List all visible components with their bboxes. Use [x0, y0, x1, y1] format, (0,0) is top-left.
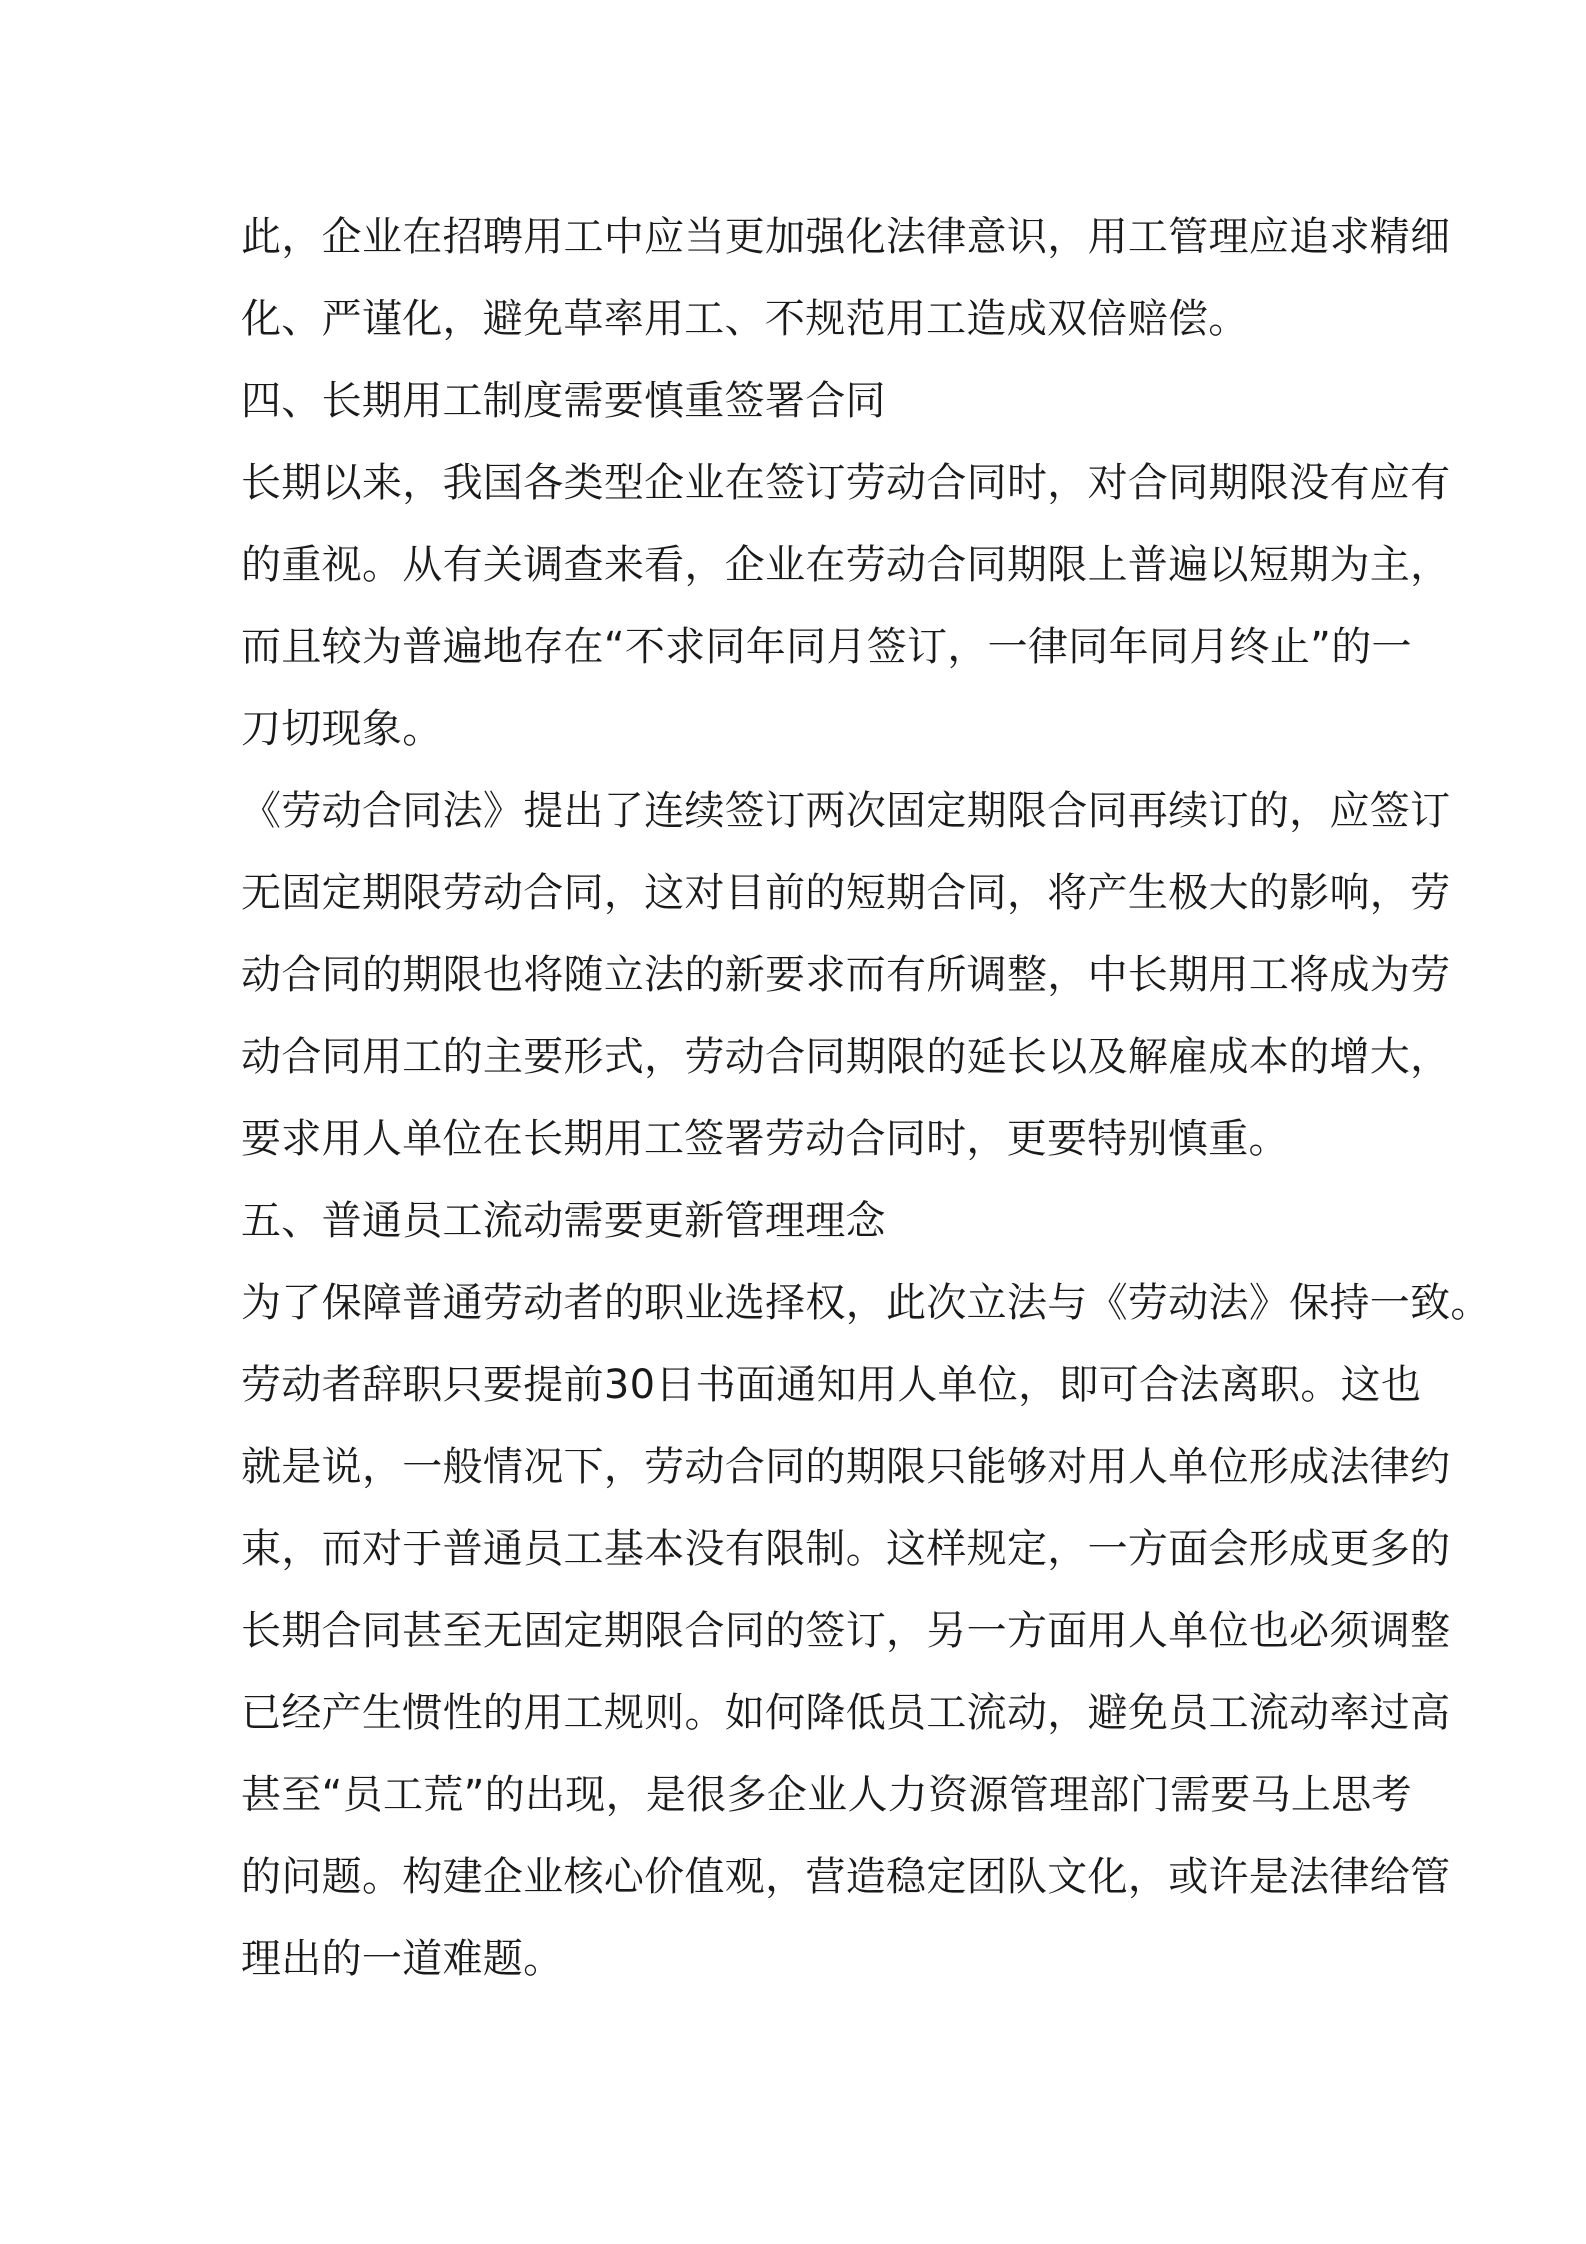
section-heading: 四、长期用工制度需要慎重签署合同	[241, 378, 886, 424]
text-line: 此 ， 企 业 在 招 聘 用 工 中 应 当 更 加 强 化 法 律 意 识 ， 用 工 管 理 应 追 求 精 细	[241, 214, 1451, 260]
document-page	[241, 196, 1491, 2000]
text-line: 长 期 以 来 ， 我 国 各 类 型 企 业 在 签 订 劳 动 合 同 时 ， 对 合 同 期 限 没 有 应 有	[241, 460, 1451, 506]
text-line: 理出的一道难题。	[241, 1936, 564, 1982]
text-line: 束 ， 而 对 于 普 通 员 工 基 本 没 有 限 制 。 这 样 规 定 ， 一 方 面 会 形 成 更 多 的	[241, 1526, 1451, 1572]
text-line: 的 问 题 。 构 建 企 业 核 心 价 值 观 ， 营 造 稳 定 团 队 文 化 ， 或 许 是 法 律 给 管	[241, 1854, 1451, 1900]
text-line: 《 劳 动 合 同 法 》 提 出 了 连 续 签 订 两 次 固 定 期 限 合 同 再 续 订 的 ， 应 签 订	[241, 788, 1451, 834]
section-heading: 五、普通员工流动需要更新管理理念	[241, 1198, 886, 1244]
text-line: 为 了 保 障 普 通 劳 动 者 的 职 业 选 择 权 ， 此 次 立 法 与 《 劳 动 法 》 保 持 一 致 。	[241, 1280, 1491, 1326]
text-line: 化、严谨化，避免草率用工、不规范用工造成双倍赔偿。	[241, 296, 1249, 342]
text-line: 劳 动 者 辞 职 只 要 提 前 3 0 日 书 面 通 知 用 人 单 位 ， 即 可 合 法 离 职 。 这 也	[241, 1362, 1422, 1408]
text-line: 已 经 产 生 惯 性 的 用 工 规 则 。 如 何 降 低 员 工 流 动 ， 避 免 员 工 流 动 率 过 高	[241, 1690, 1451, 1736]
text-line: 刀切现象。	[241, 706, 443, 752]
text-line: 要求用人单位在长期用工签署劳动合同时，更要特别慎重。	[241, 1116, 1289, 1162]
text-line: 动 合 同 用 工 的 主 要 形 式 ， 劳 动 合 同 期 限 的 延 长 以 及 解 雇 成 本 的 增 大 ，	[241, 1034, 1451, 1080]
text-line: 而 且 较 为 普 遍 地 存 在 “ 不 求 同 年 同 月 签 订 ， 一 律 同 年 同 月 终 止 ” 的 一	[241, 624, 1412, 670]
text-line: 长 期 合 同 甚 至 无 固 定 期 限 合 同 的 签 订 ， 另 一 方 面 用 人 单 位 也 必 须 调 整	[241, 1608, 1451, 1654]
text-line: 的 重 视 。 从 有 关 调 查 来 看 ， 企 业 在 劳 动 合 同 期 限 上 普 遍 以 短 期 为 主 ，	[241, 542, 1451, 588]
text-line: 就 是 说 ， 一 般 情 况 下 ， 劳 动 合 同 的 期 限 只 能 够 对 用 人 单 位 形 成 法 律 约	[241, 1444, 1451, 1490]
text-line: 动 合 同 的 期 限 也 将 随 立 法 的 新 要 求 而 有 所 调 整 ， 中 长 期 用 工 将 成 为 劳	[241, 952, 1451, 998]
text-line: 甚 至 “ 员 工 荒 ” 的 出 现 ， 是 很 多 企 业 人 力 资 源 管 理 部 门 需 要 马 上 思 考	[241, 1772, 1412, 1818]
text-line: 无 固 定 期 限 劳 动 合 同 ， 这 对 目 前 的 短 期 合 同 ， 将 产 生 极 大 的 影 响 ， 劳	[241, 870, 1451, 916]
